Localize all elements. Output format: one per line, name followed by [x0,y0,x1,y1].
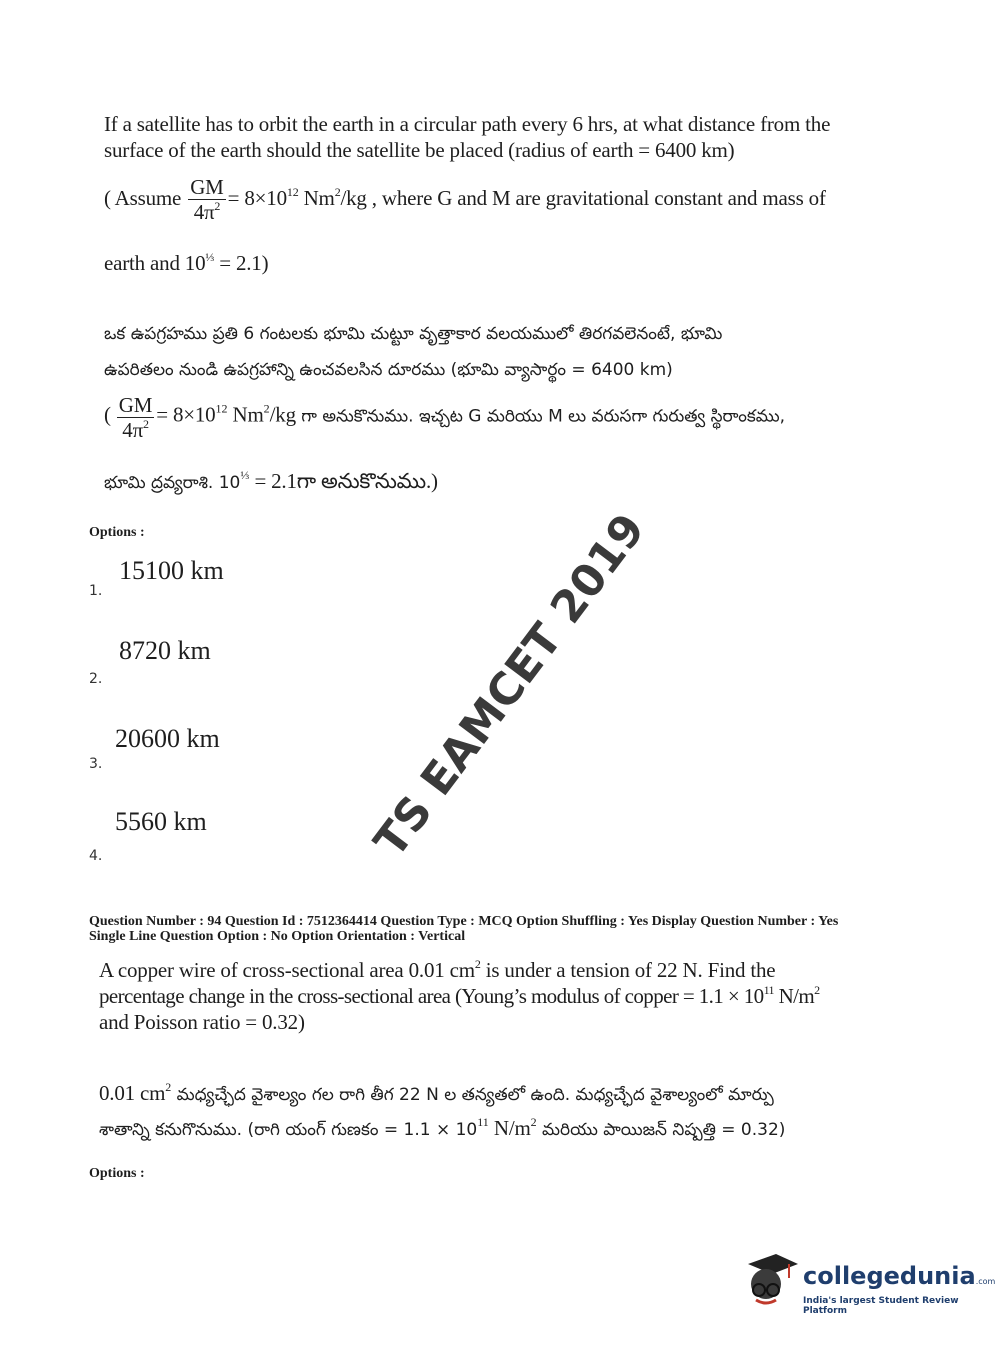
question-line: surface of the earth should the satellite be placed (radius of earth = 6400 km) [104,138,735,162]
logo-wordmark: collegedunia.com [803,1262,996,1290]
logo-tagline: India's largest Student Review Platform [803,1296,959,1316]
option-number: 3. [89,756,103,772]
question-line: A copper wire of cross-sectional area 0.01 $cm^2$ is under a tension of 22 N. Find the [99,957,776,982]
telugu-line: ఒక ఉపగ్రహము ప్రతి 6 గంటలకు భూమి చుట్టూ వృత్తాకార వలయములో తిరగవలెనంటే, భూమి [104,324,723,344]
cube-root-line: earth and $10^{\frac{1}{3}} = 2.1$) [104,250,269,275]
question-line: If a satellite has to orbit the earth in a circular path every 6 hrs, at what distance from the [104,112,831,136]
question-line: percentage change in the cross-sectional area (Young’s modulus of copper = $1.1 \times 10^{11}$ $N/m^2$ [99,983,820,1008]
telugu-line: 0.01 $cm^2$ మధ్యచ్ఛేద వైశాల్యం గల రాగి తీగ 22 N ల తన్యతలో ఉంది. మధ్యచ్ఛేద వైశాల్యంలో మార్పు [99,1080,774,1105]
assume-text: ( Assume [104,185,182,210]
watermark: TS EAMCET 2019 [364,504,656,867]
fraction-denominator: $4\pi^2$ [193,199,221,224]
telugu-line: శాతాన్ని కనుగొనుము. (రాగి యంగ్ గుణకం = $1.1 \times 10^{11}$ $N/m^2$ మరియు పాయిజన్ నిష్పత్తి = 0.32) [99,1115,786,1140]
option-number: 1. [89,583,103,599]
options-label: Options : [89,1166,145,1181]
question-text-english [104,111,884,163]
option-value[interactable]: 15100 km [119,556,224,585]
question-line: and Poisson ratio = 0.32) [99,1010,305,1034]
options-label: Options : [89,525,145,540]
option-number: 2. [89,671,103,687]
question-meta: Question Number : 94 Question Id : 7512364414 Question Type : MCQ Option Shuffling : Yes Display Question Number : Yes Single Line Question Option : No Option Orientation : Vertical [89,914,839,944]
collegedunia-logo-icon [742,1250,800,1308]
option-number: 4. [89,848,103,864]
question-text-telugu [99,1078,785,1148]
telugu-last-line: భూమి ద్రవ్యరాశి. $10^{\frac{1}{3}}$ = 2.1గా అనుకొనుము.) [104,468,438,493]
gm-fraction-telugu: $\frac{GM}{4\pi^2}$ [118,393,153,442]
gm-fraction [188,177,225,223]
assumption-line: ( Assume $\frac{GM}{4\pi^2}$ = $8\times 10^{12}$ Nm$^2$/kg , where G and M are gravitational constant and mass of [104,175,826,224]
option-value[interactable]: 20600 km [115,724,220,753]
option-value[interactable]: 5560 km [115,807,207,836]
fraction-numerator: GM [190,175,224,199]
option-value[interactable]: 8720 km [119,636,211,665]
telugu-formula-line: ( $\frac{GM}{4\pi^2}$ = $8\times 10^{12}$ Nm$^2$/kg గా అనుకొనుము. ఇచ్చట G మరియు M లు వరుసగా గురుత్వ స్థిరాంకము, [104,393,786,442]
question-text-english [99,957,820,1035]
question-text-telugu [104,316,722,388]
telugu-line: ఉపరితలం నుండి ఉపగ్రహాన్ని ఉంచవలసిన దూరము (భూమి వ్యాసార్థం = 6400 km) [104,360,673,380]
